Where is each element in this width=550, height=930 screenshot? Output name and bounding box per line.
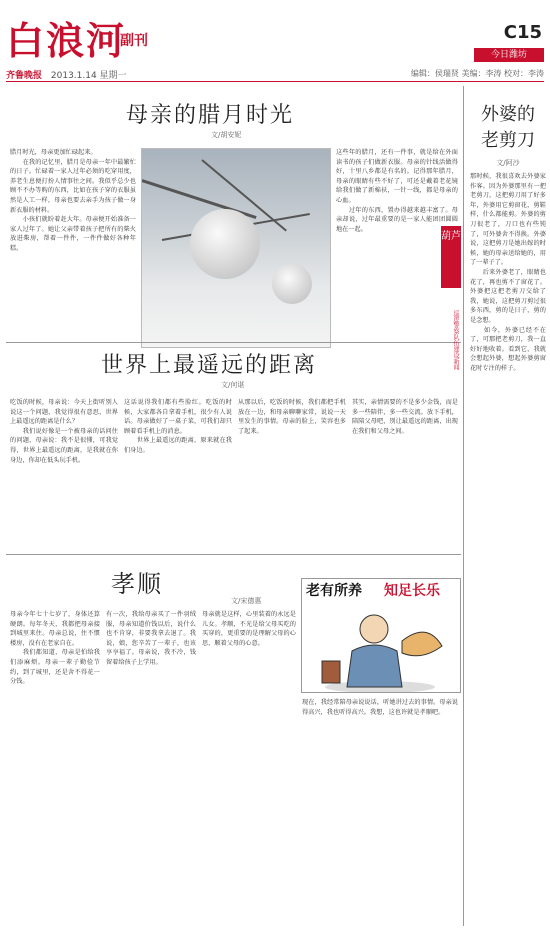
snow-lantern-photo: [141, 148, 331, 348]
article-byline: 文/何谌: [221, 381, 245, 389]
elderly-man-drawing: [302, 601, 460, 693]
article-body-column: 腊月时光，母亲更加忙碌起来。 在我的记忆里，腊月是母亲一年中最繁忙的日子。忙碌着一家人过年必须的吃穿用度，养老生息便打扮人情事往之间。我似乎总少也顾不不办等购的东西，比如在孩子穿的衣服虽然是人工一样，母亲也要去亲手为孩子做一身新衣服的材料。 小孩们就盼着赶大年。母亲便开始准备一家人过年了。她让父亲带着孩子把所有的柴火放进柴房，帮着一件件，一件件做好各种年糕。: [10, 149, 136, 252]
section-divider: [6, 342, 461, 343]
masthead: [0, 0, 550, 81]
section-tag: 今日潍坊: [474, 48, 544, 62]
cartoon-caption-left: 老有所养: [306, 583, 362, 599]
paper-logo: 齐鲁晚报: [6, 71, 43, 81]
main-column: [6, 86, 461, 926]
lantern: [190, 209, 260, 279]
cartoon-banner: [302, 579, 460, 601]
article-title-mothers-lunar-month[interactable]: 母亲的腊月时光: [126, 103, 295, 128]
column-stamp: 葫芦: [441, 226, 461, 288]
article-byline: 文/宋德惠: [231, 597, 262, 605]
article-body-column: 吃饭的时候，母亲说：今天上街听别人说这一个问题，我觉得很有意思，世界上最遥远的距离是什么？ 我们说好像是一个被母亲的话问住的问题，母亲说：我不是很懂，可我觉得，世界上最遥远的距离，是我就在你身边，你却在低头玩手机。: [10, 399, 118, 464]
sidebar-title-line: 老剪刀: [481, 130, 535, 151]
article-body-column: 从那以后，吃饭的时候，我们都把手机放在一边，和母亲聊聊家常，说说一天里发生的事情。母亲的脸上，笑容也多了起来。: [238, 399, 346, 435]
column-divider: [463, 86, 464, 926]
article-body-column: 现在，我经常陪母亲说说话，听她讲过去的事情。母亲说得高兴，我也听得高兴。我想，这也许就是孝顺吧。: [302, 699, 458, 716]
sidebar-body: 那时候，我很喜欢去外婆家作客。因为外婆那里有一把老剪刀，这把剪刀用了好多年，外婆用它剪窗花，剪鞋样，什么都能剪。外婆的剪刀很老了，刀口也有些钝了，可外婆舍不得换。外婆说，这把剪刀是她出嫁的时候，她的母亲送给她的，用了一辈子了。 后来外婆老了，眼睛也花了，再也剪不了窗花了。外婆把这把老剪刀交给了我，她说，这把剪刀剪过很多东西，剪的是日子，剪的是念想。 如今，外婆已经不在了，可那把老剪刀，我一直好好地收着。看到它，我就会想起外婆，想起外婆剪窗花时专注的样子。: [470, 173, 546, 372]
article-body-column: 母亲今年七十七岁了，身体还算硬朗。每年冬天，我都把母亲接到城里来住。母亲总说，住不惯楼房，没有在老家自在。 我们都知道，母亲是怕给我们添麻烦。母亲一辈子勤俭节约，到了城里，还是舍不得花一分钱。: [10, 611, 100, 686]
article-body-column: 这些年的腊月，还有一件事，就是给在外面读书的孩子们做新衣服。母亲的针线活做得好，十里八乡都是有名的。记得那年腊月，母亲的眼睛有些不好了，可还是戴着老花镜给我们做了新棉袄，一针一线，都是母亲的心血。 过年的东西，置办得越来越丰富了。母亲却说，过年最重要的是一家人能团团圆圆地在一起。: [336, 149, 458, 233]
lantern: [272, 264, 312, 304]
sidebar-byline: 文/阿沙: [496, 159, 520, 167]
sidebar-title[interactable]: [470, 102, 546, 154]
article-body-column: 有一次，我给母亲买了一件羽绒服，母亲知道价钱以后，说什么也不肯穿，非要我拿去退了。我说，娘，您辛苦了一辈子，也该享享福了。母亲说，我不冷，钱留着给孩子上学用。: [106, 611, 196, 666]
sidebar-column: [466, 86, 546, 926]
article-byline: 文/胡安妮: [211, 131, 242, 139]
issue-date: 2013.1.14 星期一: [50, 71, 127, 81]
article-title-farthest-distance[interactable]: 世界上最遥远的距离: [101, 353, 318, 378]
editors-credit: 编辑：侯瑞贤 美编：李涛 校对：李涛: [410, 69, 544, 78]
cartoon-illustration: [301, 578, 461, 693]
page-number: C15: [503, 22, 542, 43]
cartoon-caption-right: 知足长乐: [384, 583, 440, 599]
side-note: 巡逻警察队伍建设新闻: [452, 310, 459, 370]
date-row: [6, 68, 544, 82]
article-body-column: 母亲就是这样，心里装着的永远是儿女。孝顺，不光是给父母买吃的买穿的，更重要的是理解父母的心思，顺着父母的心意。: [202, 611, 296, 647]
sidebar-title-line: 外婆的: [481, 104, 535, 125]
article-title-filial-piety[interactable]: 孝顺: [111, 570, 163, 598]
article-body-column: 这话说得我们都有些脸红。吃饭的时候，大家都各自拿着手机，很少有人说话。母亲做好了一桌子菜，可我们却只顾着看手机上的消息。 世界上最遥远的距离，原来就在我们身边。: [124, 399, 232, 454]
section-divider: [6, 554, 461, 555]
newspaper-section-title: 白浪河: [6, 18, 127, 63]
section-subtitle: 副刊: [120, 33, 148, 49]
article-body-column: 其实，亲情需要的不是多少金钱，而是多一些陪伴，多一些交流。放下手机，陪陪父母吧，别让最遥远的距离，出现在我们和父母之间。: [352, 399, 458, 435]
